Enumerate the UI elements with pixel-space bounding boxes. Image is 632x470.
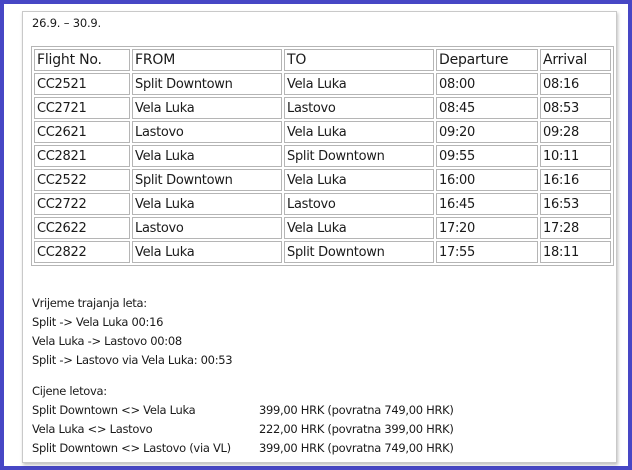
from-cell: Vela Luka bbox=[132, 97, 282, 119]
flight-number-cell: CC2521 bbox=[34, 73, 130, 95]
flight-durations bbox=[32, 294, 232, 370]
durations-heading: Vrijeme trajanja leta: bbox=[32, 296, 147, 310]
flight-number-cell: CC2821 bbox=[34, 145, 130, 167]
departure-cell: 08:45 bbox=[436, 97, 538, 119]
flight-number-cell: CC2522 bbox=[34, 169, 130, 191]
to-cell: Split Downtown bbox=[284, 145, 434, 167]
flight-number-cell: CC2721 bbox=[34, 97, 130, 119]
from-cell: Vela Luka bbox=[132, 145, 282, 167]
column-header-departure: Departure bbox=[436, 49, 538, 71]
date-range: 26.9. – 30.9. bbox=[32, 16, 101, 30]
arrival-cell: 09:28 bbox=[540, 121, 611, 143]
flight-number-cell: CC2621 bbox=[34, 121, 130, 143]
to-cell: Vela Luka bbox=[284, 73, 434, 95]
duration-line: Split -> Lastovo via Vela Luka: 00:53 bbox=[32, 353, 233, 367]
arrival-cell: 08:16 bbox=[540, 73, 611, 95]
arrival-cell: 16:53 bbox=[540, 193, 611, 215]
departure-cell: 08:00 bbox=[436, 73, 538, 95]
table-row bbox=[34, 241, 611, 263]
from-cell: Lastovo bbox=[132, 217, 282, 239]
from-cell: Split Downtown bbox=[132, 73, 282, 95]
departure-cell: 09:55 bbox=[436, 145, 538, 167]
departure-cell: 09:20 bbox=[436, 121, 538, 143]
flight-prices bbox=[32, 382, 454, 458]
prices-heading: Cijene letova: bbox=[32, 384, 107, 398]
price-row bbox=[32, 420, 454, 439]
table-header-row bbox=[34, 49, 611, 71]
from-cell: Vela Luka bbox=[132, 193, 282, 215]
flight-number-cell: CC2622 bbox=[34, 217, 130, 239]
arrival-cell: 18:11 bbox=[540, 241, 611, 263]
to-cell: Lastovo bbox=[284, 193, 434, 215]
column-header-arrival: Arrival bbox=[540, 49, 611, 71]
table-row bbox=[34, 97, 611, 119]
arrival-cell: 10:11 bbox=[540, 145, 611, 167]
price-route: Split Downtown <> Lastovo (via VL) bbox=[32, 441, 231, 455]
table-row bbox=[34, 121, 611, 143]
table-row bbox=[34, 217, 611, 239]
departure-cell: 16:45 bbox=[436, 193, 538, 215]
to-cell: Split Downtown bbox=[284, 241, 434, 263]
table-row bbox=[34, 145, 611, 167]
flight-number-cell: CC2722 bbox=[34, 193, 130, 215]
from-cell: Split Downtown bbox=[132, 169, 282, 191]
to-cell: Vela Luka bbox=[284, 169, 434, 191]
duration-line: Split -> Vela Luka 00:16 bbox=[32, 315, 164, 329]
flight-schedule-table bbox=[31, 46, 614, 266]
price-row bbox=[32, 401, 454, 420]
from-cell: Vela Luka bbox=[132, 241, 282, 263]
to-cell: Lastovo bbox=[284, 97, 434, 119]
schedule-panel bbox=[22, 11, 617, 463]
column-header-to: TO bbox=[284, 49, 434, 71]
to-cell: Vela Luka bbox=[284, 217, 434, 239]
arrival-cell: 16:16 bbox=[540, 169, 611, 191]
price-value: 222,00 HRK (povratna 399,00 HRK) bbox=[259, 422, 454, 436]
price-route: Vela Luka <> Lastovo bbox=[32, 422, 153, 436]
arrival-cell: 08:53 bbox=[540, 97, 611, 119]
table-row bbox=[34, 193, 611, 215]
arrival-cell: 17:28 bbox=[540, 217, 611, 239]
table-row bbox=[34, 73, 611, 95]
column-header-from: FROM bbox=[132, 49, 282, 71]
departure-cell: 17:20 bbox=[436, 217, 538, 239]
price-route: Split Downtown <> Vela Luka bbox=[32, 403, 196, 417]
column-header-flight-no: Flight No. bbox=[34, 49, 130, 71]
price-row bbox=[32, 439, 454, 458]
flight-number-cell: CC2822 bbox=[34, 241, 130, 263]
price-value: 399,00 HRK (povratna 749,00 HRK) bbox=[259, 403, 454, 417]
to-cell: Vela Luka bbox=[284, 121, 434, 143]
from-cell: Lastovo bbox=[132, 121, 282, 143]
departure-cell: 17:55 bbox=[436, 241, 538, 263]
departure-cell: 16:00 bbox=[436, 169, 538, 191]
price-value: 399,00 HRK (povratna 749,00 HRK) bbox=[259, 441, 454, 455]
duration-line: Vela Luka -> Lastovo 00:08 bbox=[32, 334, 182, 348]
table-row bbox=[34, 169, 611, 191]
